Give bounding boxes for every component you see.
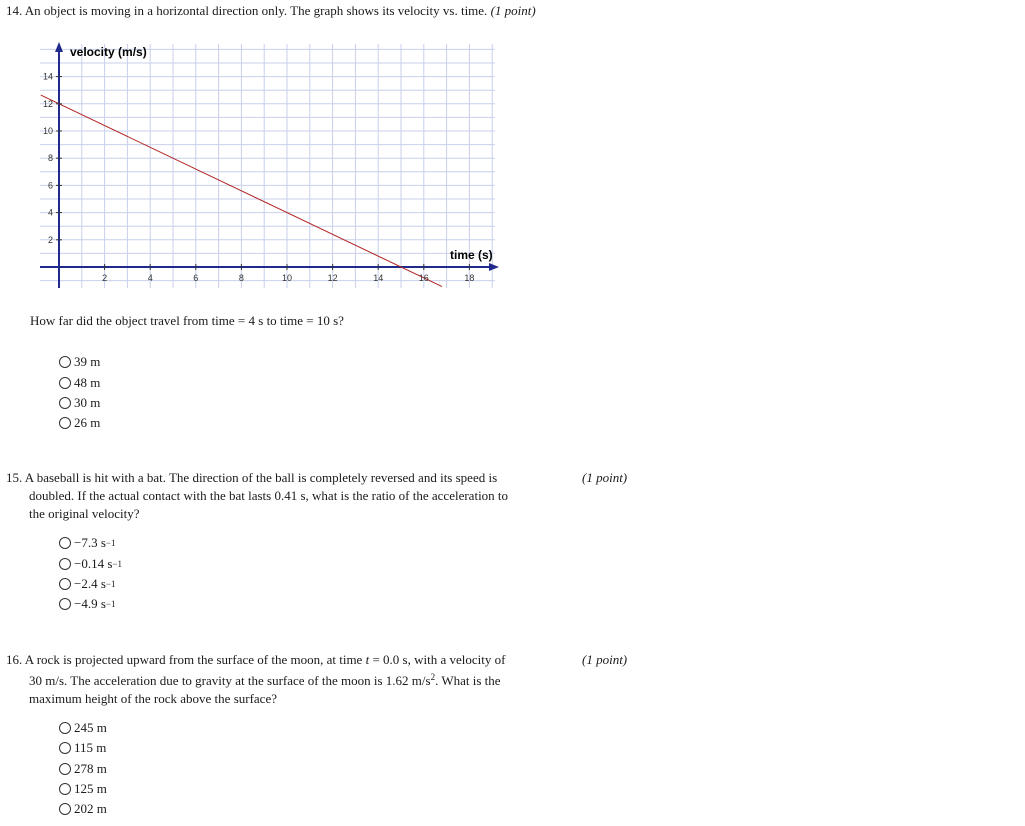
choice-label: 30 m: [74, 395, 101, 410]
choice-option[interactable]: [59, 413, 100, 433]
radio-button[interactable]: [59, 763, 71, 775]
question-number: 15.: [6, 470, 23, 485]
choice-option[interactable]: [59, 759, 107, 779]
radio-button[interactable]: [59, 558, 71, 570]
radio-button[interactable]: [59, 537, 71, 549]
y-tick-label: 4: [47, 207, 53, 218]
choice-option[interactable]: −0.14 s −1: [59, 554, 122, 574]
question-text-line: maximum height of the rock above the surface?: [29, 691, 277, 706]
radio-button[interactable]: [59, 397, 71, 409]
x-tick-label: 8: [238, 273, 244, 283]
exponent: 2: [430, 672, 436, 682]
radio-button[interactable]: [59, 356, 71, 368]
y-tick-label: 14: [42, 71, 53, 82]
radio-button[interactable]: [59, 722, 71, 734]
radio-button[interactable]: [59, 803, 71, 815]
y-tick-label: 6: [47, 180, 53, 191]
choice-label: 48 m: [74, 375, 101, 390]
question-text-part: = 0.0 s, with a velocity of: [369, 652, 506, 667]
choice-label: −0.14 s: [74, 556, 113, 571]
y-tick-label: 10: [42, 126, 53, 136]
choice-option[interactable]: [59, 718, 107, 738]
question-text-part: . What is the: [435, 673, 501, 688]
choice-option[interactable]: [59, 738, 106, 758]
x-tick-label: 18: [464, 273, 475, 283]
question-14-prompt: How far did the object travel from time = 4 s to time = 10 s?: [30, 313, 344, 328]
x-tick-label: 4: [147, 273, 153, 283]
choice-option[interactable]: [59, 352, 100, 372]
question-number: 14.: [6, 3, 23, 18]
choice-label: 39 m: [74, 354, 101, 369]
question-number: 16.: [6, 652, 23, 667]
choice-option[interactable]: [59, 779, 107, 799]
y-axis-arrow: [55, 42, 63, 52]
choice-label: −4.9 s: [74, 596, 106, 611]
x-tick-label: 10: [281, 273, 293, 283]
radio-button[interactable]: [59, 377, 71, 389]
choice-option[interactable]: [59, 373, 100, 393]
radio-button[interactable]: [59, 598, 71, 610]
x-tick-label: 14: [373, 273, 384, 283]
x-axis-label: time (s): [450, 248, 493, 262]
radio-button[interactable]: [59, 783, 71, 795]
x-tick-label: 6: [193, 273, 199, 283]
radio-button[interactable]: [59, 742, 71, 754]
y-tick-label: 2: [47, 234, 53, 245]
points-label: (1 point): [582, 652, 628, 667]
question-text-line: [29, 672, 501, 690]
question-text: An object is moving in a horizontal direction only. The graph shows its velocity vs. time.: [24, 3, 488, 18]
choice-option[interactable]: [59, 393, 100, 413]
variable-t: t: [365, 652, 370, 667]
choice-option[interactable]: −4.9 s −1: [59, 594, 115, 614]
choice-label: 115 m: [74, 740, 107, 755]
question-16-header: [6, 651, 505, 669]
choice-label: 26 m: [74, 415, 101, 430]
question-text-line: the original velocity?: [29, 506, 140, 521]
choice-option[interactable]: −7.3 s −1: [59, 533, 115, 553]
choice-label: −7.3 s: [74, 535, 106, 550]
points-label: (1 point): [490, 3, 536, 18]
x-tick-label: 2: [102, 273, 108, 283]
question-15-header: [6, 469, 497, 487]
radio-button[interactable]: [59, 417, 71, 429]
x-axis-arrow: [489, 263, 499, 271]
velocity-time-graph: [30, 36, 505, 298]
y-axis-label: velocity (m/s): [70, 45, 147, 59]
question-text-line: A baseball is hit with a bat. The direction of the ball is completely reversed and its speed is: [24, 470, 498, 485]
choice-label: −2.4 s: [74, 576, 106, 591]
points-label: (1 point): [582, 470, 628, 485]
x-tick-label: 12: [327, 273, 338, 283]
x-tick-label: 16: [418, 273, 429, 283]
question-text-part: 30 m/s. The acceleration due to gravity at the surface of the moon is 1.62 m/s: [29, 673, 431, 688]
question-text-line: doubled. If the actual contact with the bat lasts 0.41 s, what is the ratio of the acceleration to: [29, 488, 509, 503]
choice-label: 278 m: [74, 761, 107, 776]
choice-label: 125 m: [74, 781, 107, 796]
radio-button[interactable]: [59, 578, 71, 590]
choice-option[interactable]: [59, 799, 107, 819]
choice-option[interactable]: −2.4 s −1: [59, 574, 115, 594]
choice-label: 202 m: [74, 801, 107, 816]
question-text-part: A rock is projected upward from the surface of the moon, at time: [24, 652, 366, 667]
question-14-header: [6, 2, 536, 20]
y-tick-label: 8: [47, 153, 53, 164]
y-tick-label: 12: [42, 98, 53, 109]
choice-label: 245 m: [74, 720, 107, 735]
